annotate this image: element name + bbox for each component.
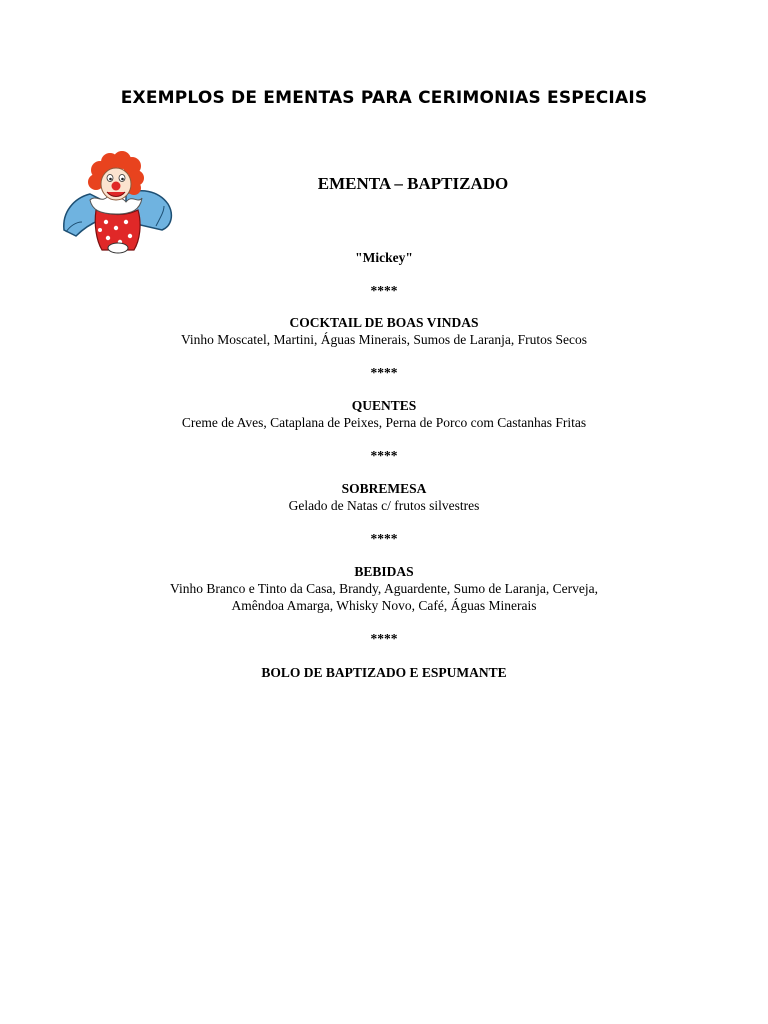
section-heading-sobremesa: SOBREMESA — [341, 481, 427, 496]
menu-name: "Mickey" — [355, 250, 413, 265]
separator: **** — [370, 283, 398, 298]
section-line: Vinho Branco e Tinto da Casa, Brandy, Aguardente, Sumo de Laranja, Cerveja, — [170, 581, 598, 596]
menu-body — [0, 249, 768, 681]
separator: **** — [370, 531, 398, 546]
section-line: Vinho Moscatel, Martini, Águas Minerais, Sumos de Laranja, Frutos Secos — [180, 332, 587, 347]
closing-item: BOLO DE BAPTIZADO E ESPUMANTE — [261, 665, 507, 680]
section-line: Creme de Aves, Cataplana de Peixes, Perna de Porco com Castanhas Fritas — [181, 415, 587, 430]
menu-title: EMENTA – BAPTIZADO — [317, 174, 509, 193]
clown-illustration — [60, 150, 176, 254]
separator: **** — [370, 448, 398, 463]
section-line: Gelado de Natas c/ frutos silvestres — [288, 498, 480, 513]
section-heading-cocktail: COCKTAIL DE BOAS VINDAS — [289, 315, 479, 330]
separator: **** — [370, 365, 398, 380]
separator: **** — [370, 631, 398, 646]
section-heading-bebidas: BEBIDAS — [354, 564, 414, 579]
section-heading-quentes: QUENTES — [351, 398, 417, 413]
page-title: EXEMPLOS DE EMENTAS PARA CERIMONIAS ESPECIAIS — [120, 88, 648, 108]
section-line: Amêndoa Amarga, Whisky Novo, Café, Águas Minerais — [231, 598, 537, 613]
